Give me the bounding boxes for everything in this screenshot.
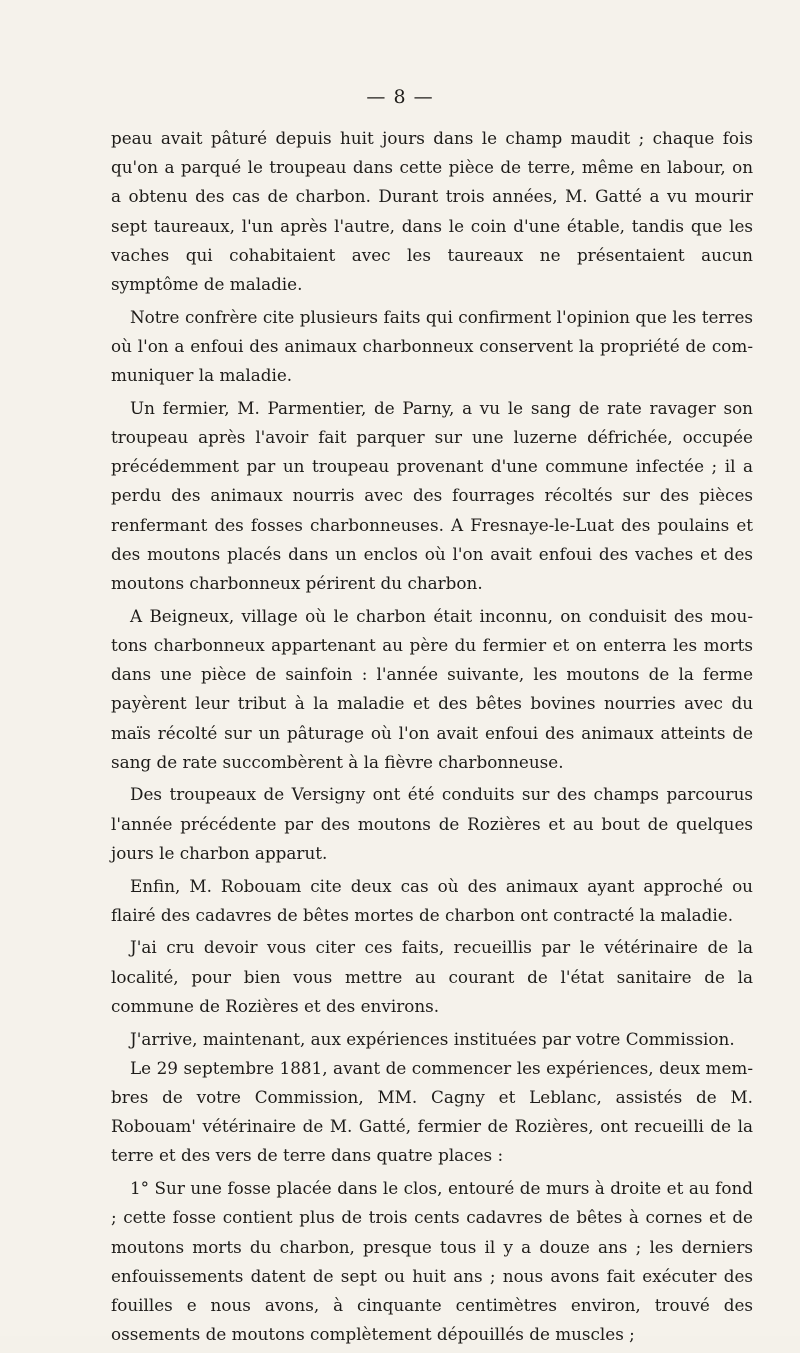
paragraph: Notre confrère cite plusieurs faits qui confirment l'opinion que les terres où l'on a enfoui des animaux charbonneux conservent la propriété de communiquer la maladie. <box>111 306 753 386</box>
paragraph: Des troupeaux de Versigny ont été conduits sur des champs parcourus l'année précédente par des moutons de Rozières et au bout de quelques jours le charbon apparut. <box>111 784 753 863</box>
paragraph: peau avait pâturé depuis huit jours dans le champ maudit ; chaque fois qu'on a parqué le troupeau dans cette pièce de terre, même en labour, on a obtenu des cas de charbon. Durant trois années, M. Gatté a vu mourir sept taureaux, l'un après l'autre, dans le coin d'une étable, tandis que les vaches qui cohabitaient avec les taureaux ne présentaient aucun symptôme de maladie. <box>111 128 753 295</box>
paragraph: Un fermier, M. Parmentier, de Parny, a vu le sang de rate ravager son troupeau après l'avoir fait parquer sur une luzerne défrichée, occupée précédemment par un troupeau provenant d'une commune infectée ; il a perdu des animaux nourris avec des fourrages récoltés sur des pièces renfermant des fosses charbonneuses. A Fresnaye-le-Luat des poulains et des moutons placés dans un enclos où l'on avait enfoui des vaches et des moutons charbonneux périrent du charbon. <box>111 397 753 594</box>
paragraph: J'arrive, maintenant, aux expériences instituées par votre Commission. <box>130 1028 735 1049</box>
paragraph: Enfin, M. Robouam cite deux cas où des animaux ayant approché ou flairé des cadavres de bêtes mortes de charbon ont contracté la maladie. <box>111 875 753 925</box>
paragraph: J'ai cru devoir vous citer ces faits, recueillis par le vétérinaire de la localité, pour bien vous mettre au courant de l'état sanitaire de la commune de Rozières et des environs. <box>111 937 753 1016</box>
paragraph: 1° Sur une fosse placée dans le clos, entouré de murs à droite et au fond ; cette fosse contient plus de trois cents cadavres de bêtes à cornes et de moutons morts du charbon, presque tous il y a douze ans ; les derniers enfouissements datent de sept ou huit ans ; nous avons fait exécuter des fouilles e nous avons, à cinquante centimètres environ, trouvé des ossements de moutons complètement dépouillés de muscles ; <box>111 1178 753 1345</box>
paragraph: Le 29 septembre 1881, avant de commencer les expériences, deux membres de votre Commission, MM. Cagny et Leblanc, assistés de M. Robouam' vétérinaire de M. Gatté, fermier de Rozières, ont recueilli de la terre et des vers de terre dans quatre places : <box>111 1057 753 1166</box>
paragraph: A Beigneux, village où le charbon était inconnu, on conduisit des moutons charbonneux appartenant au père du fermier et on enterra les morts dans une pièce de sainfoin : l'année suivante, les moutons de la ferme payèrent leur tribut à la maladie et des bêtes bovines nourries avec du maïs récolté sur un pâturage où l'on avait enfoui des animaux atteints de sang de rate succombèrent à la fièvre charbonneuse. <box>111 605 753 772</box>
body-text <box>111 124 753 1353</box>
page-number: — 8 — <box>366 86 434 108</box>
